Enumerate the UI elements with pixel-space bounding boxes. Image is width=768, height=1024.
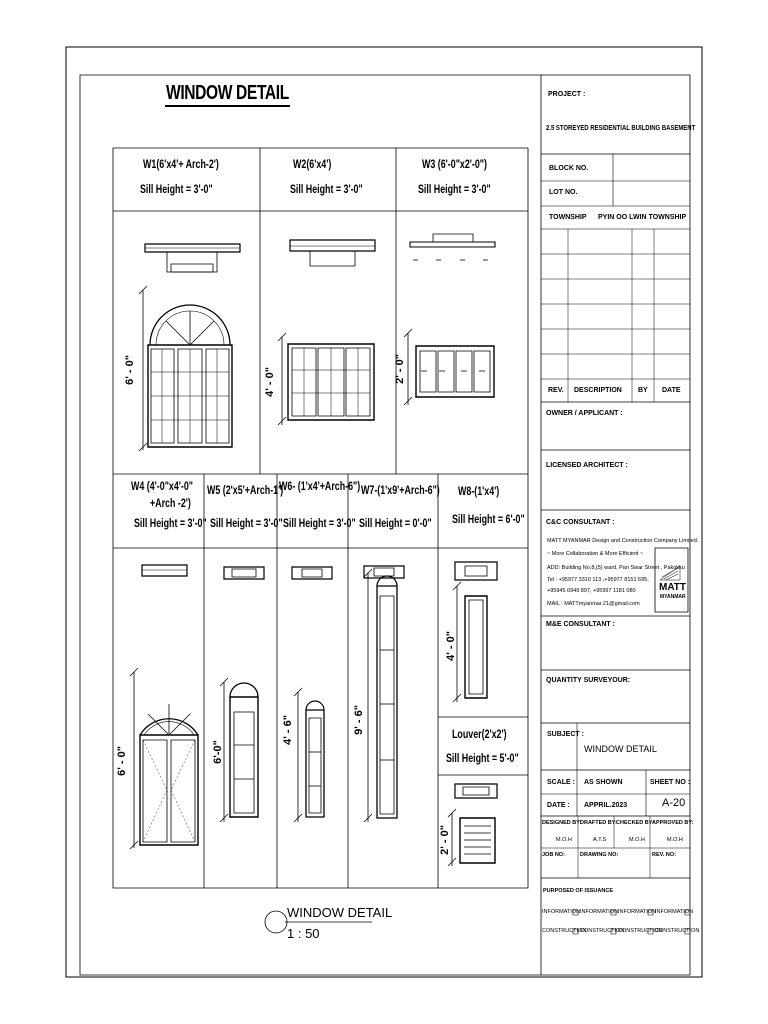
- designed-by-value: M.O.H: [556, 837, 572, 843]
- approved-by-value: M.O.H: [667, 837, 683, 843]
- lot-no-label: LOT NO.: [549, 189, 578, 196]
- purpose-label: PURPOSED OF ISSUANCE: [543, 888, 613, 894]
- checked-by-label: CHECKED BY:: [616, 820, 654, 826]
- w3-dimension: 2' - 0": [394, 354, 406, 384]
- w4-name-line2: +Arch -2'): [150, 496, 191, 510]
- w7-dimension: 9' - 6": [353, 705, 365, 735]
- date-label: DATE :: [547, 802, 570, 809]
- w7-drawing: [364, 566, 404, 822]
- w6-name: W6- (1'x4'+Arch-6"): [279, 479, 361, 493]
- company-line: MATT MYANMAR Design and Construction Company Limited.: [547, 538, 699, 544]
- description-header: DESCRIPTION: [574, 387, 622, 394]
- w2-name: W2(6'x4'): [293, 157, 332, 171]
- louver-name: Louver(2'x2'): [452, 727, 507, 741]
- w8-sill: Sill Height = 6'-0": [452, 512, 525, 526]
- scale-value: AS SHOWN: [584, 779, 623, 786]
- purpose-information-3: INFORMATION: [618, 909, 657, 915]
- sheet-title: WINDOW DETAIL: [166, 82, 289, 104]
- w5-drawing: [220, 567, 264, 822]
- w3-drawing: [404, 234, 495, 405]
- w7-name: W7-(1'x9'+Arch-6"): [361, 483, 440, 497]
- me-consultant-label: M&E CONSULTANT :: [546, 621, 615, 628]
- w6-sill: Sill Height = 3'-0": [283, 516, 356, 530]
- w5-name: W5 (2'x5'+Arch-1'): [207, 483, 284, 497]
- logo-text-matt: MATT: [659, 582, 687, 593]
- w5-dimension: 6'-0": [212, 740, 224, 764]
- company-mail: MAIL : MATTmyanmar.21@gmail.com: [547, 601, 640, 607]
- w2-drawing: [278, 240, 375, 425]
- w4-sill: Sill Height = 3'-0": [134, 516, 207, 530]
- purpose-information-4: INFORMATION: [655, 909, 694, 915]
- date-value: APPRIL.2023: [584, 802, 628, 809]
- rev-no-label: REV. NO:: [652, 852, 676, 858]
- approved-by-label: APPROVED BY:: [652, 820, 694, 826]
- drawing-no-label: DRAWING NO:: [580, 852, 619, 858]
- township-value: PYIN OO LWIN TOWNSHIP: [598, 214, 687, 221]
- w1-dimension: 6' - 0": [124, 355, 136, 385]
- w2-sill: Sill Height = 3'-0": [290, 182, 363, 196]
- w2-dimension: 4' - 0": [264, 367, 276, 397]
- w4-name-line1: W4 (4'-0"x4'-0": [131, 479, 193, 493]
- purpose-information-2: INFORMATION: [580, 909, 619, 915]
- checked-by-value: M.O.H: [629, 837, 645, 843]
- w1-drawing: [139, 244, 240, 451]
- scale-label: SCALE :: [547, 779, 575, 786]
- project-label: PROJECT :: [548, 91, 586, 98]
- w3-sill: Sill Height = 3'-0": [418, 182, 491, 196]
- w8-dimension: 4' - 0": [445, 631, 457, 661]
- designed-by-label: DESIGNED BY:: [542, 820, 582, 826]
- w6-dimension: 4' - 6": [282, 715, 294, 745]
- company-address3: +95945 0949 897, +95997 1181 080: [547, 588, 636, 594]
- company-address2: Tel : +95977 3310 113 ,+95977 8151 695,: [547, 577, 649, 583]
- w4-dimension: 6' - 0": [116, 746, 128, 776]
- w1-sill: Sill Height = 3'-0": [140, 182, 213, 196]
- date-header: DATE: [662, 387, 681, 394]
- caption-title: WINDOW DETAIL: [287, 905, 393, 920]
- cc-consultant-label: C&C CONSULTANT :: [546, 519, 615, 526]
- project-name: 2.5 STOREYED RESIDENTIAL BUILDING BASEMENT: [546, 125, 696, 132]
- louver-sill: Sill Height = 5'-0": [446, 751, 519, 765]
- job-no-label: JOB NO:: [542, 852, 565, 858]
- w3-name: W3 (6'-0"x2'-0"): [422, 157, 487, 171]
- qs-label: QUANTITY SURVEYOUR:: [546, 677, 631, 684]
- company-address1: ADD: Building No.8,(5) ward, Pan Swar Street , Pakokku: [547, 565, 685, 571]
- w4-drawing: [130, 565, 198, 849]
- drafted-by-label: DRAFTED BY:: [580, 820, 617, 826]
- drafted-by-value: A.T.S: [593, 837, 607, 843]
- township-label: TOWNSHIP: [549, 214, 587, 221]
- company-slogan: ~ More Collaboration & More Efficient ~: [547, 551, 644, 557]
- purpose-construction-3: CONSTRUCTION: [618, 928, 663, 934]
- subject-value: WINDOW DETAIL: [584, 744, 657, 754]
- block-no-label: BLOCK NO.: [549, 165, 589, 172]
- w8-drawing: [453, 562, 497, 702]
- sheet-no-label: SHEET NO :: [650, 779, 691, 786]
- w6-drawing: [292, 567, 332, 822]
- rev-header: REV.: [548, 387, 564, 394]
- by-header: BY: [638, 387, 648, 394]
- louver-dimension: 2' - 0": [439, 825, 451, 855]
- purpose-construction-1: CONSTRUCTION: [542, 928, 587, 934]
- logo-text-myanmar: MYANMAR: [660, 594, 686, 600]
- architect-label: LICENSED ARCHITECT :: [546, 462, 628, 469]
- purpose-information-1: INFORMATION: [542, 909, 581, 915]
- w5-sill: Sill Height = 3'-0": [210, 516, 283, 530]
- w7-sill: Sill Height = 0'-0": [359, 516, 432, 530]
- subject-label: SUBJECT :: [547, 731, 584, 738]
- louver-drawing: [448, 784, 497, 866]
- w1-name: W1(6'x4'+ Arch-2'): [143, 157, 219, 171]
- caption-scale: 1 : 50: [287, 926, 320, 941]
- purpose-construction-4: CONSTRUCTION: [655, 928, 700, 934]
- owner-label: OWNER / APPLICANT :: [546, 410, 623, 417]
- sheet-no-value: A-20: [662, 797, 686, 809]
- w8-name: W8-(1'x4'): [458, 484, 500, 498]
- purpose-construction-2: CONSTRUCTION: [580, 928, 625, 934]
